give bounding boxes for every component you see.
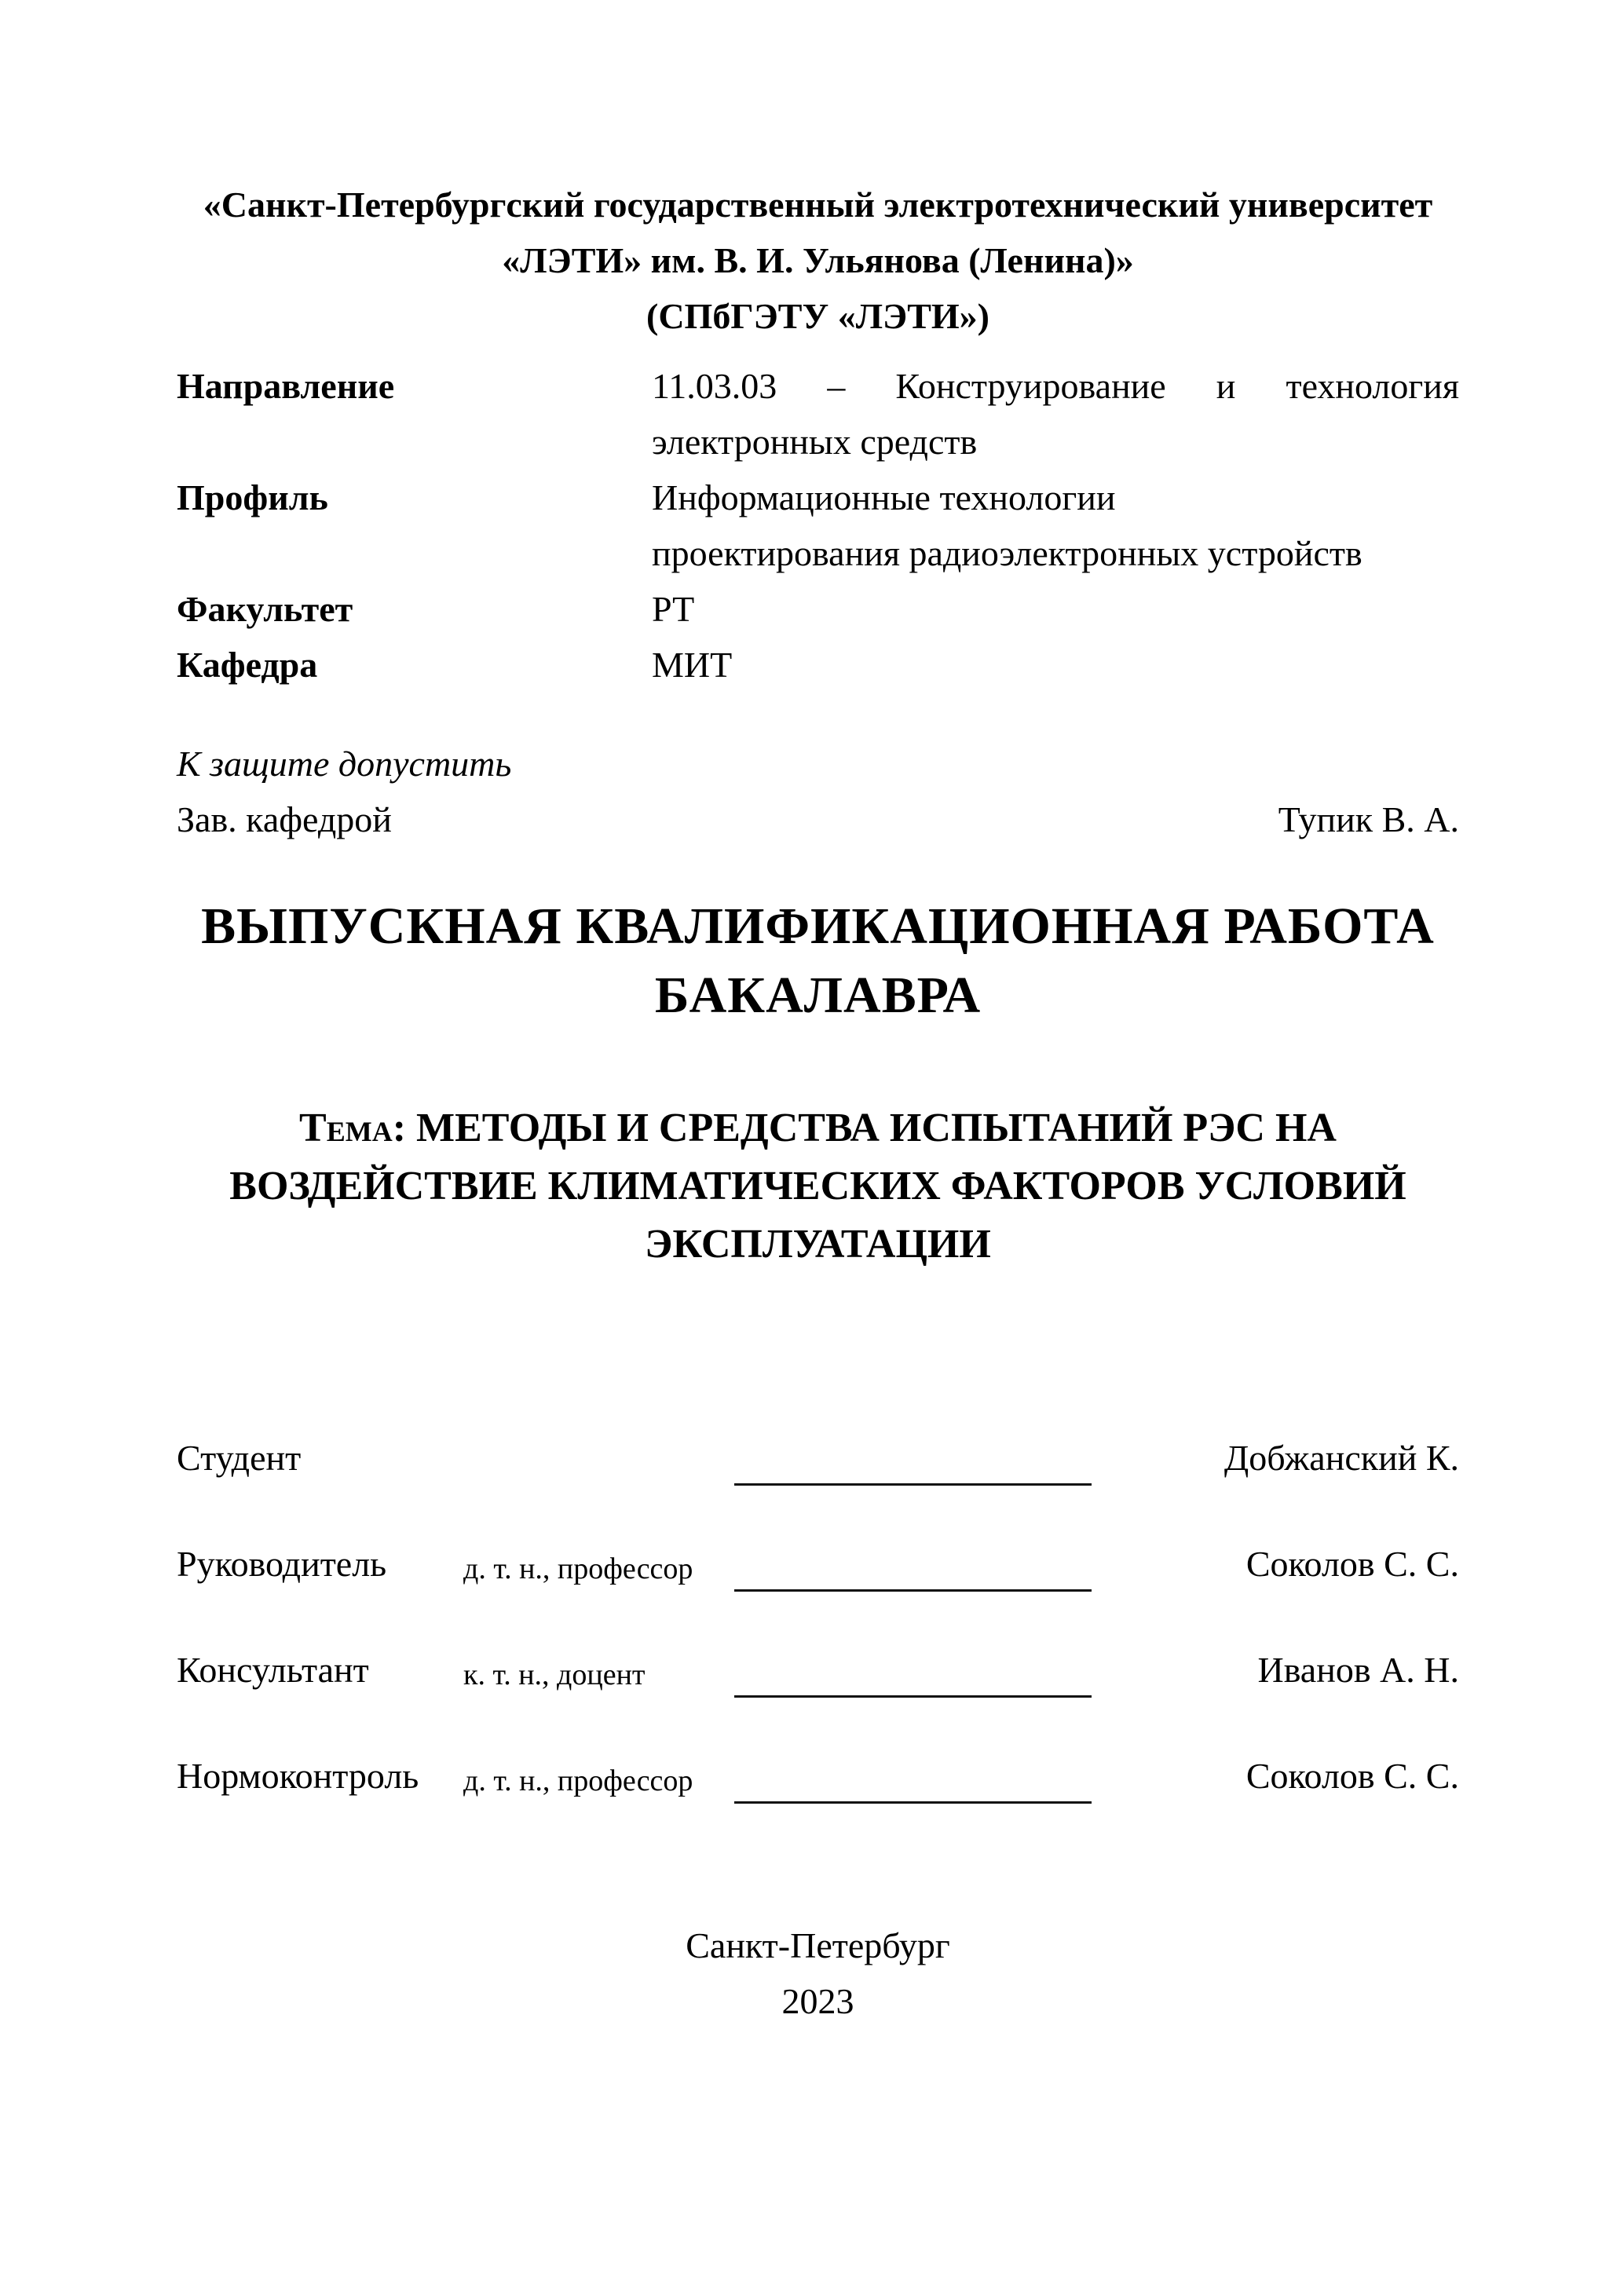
signature-qualification-consultant: к. т. н., доцент: [463, 1658, 646, 1691]
footer-block: [177, 1918, 1459, 2029]
field-label-faculty: Факультет: [177, 589, 353, 629]
field-value-direction-line1: 11.03.03 – Конструирование и технология: [652, 366, 1459, 406]
theme-line1-text: МЕТОДЫ И СРЕДСТВА ИСПЫТАНИЙ РЭС НА: [406, 1106, 1337, 1150]
signature-name-student: Добжанский К.: [1223, 1438, 1459, 1478]
city-line: Санкт-Петербург: [686, 1925, 950, 1965]
signature-line-normcontrol: [734, 1753, 1092, 1804]
university-name-line1: «Санкт-Петербургский государственный электротехнический университет: [203, 185, 1433, 225]
signature-role-supervisor: Руководитель: [177, 1544, 387, 1584]
signature-line-consultant: [734, 1647, 1092, 1698]
signature-line-supervisor: [734, 1541, 1092, 1592]
university-header: [177, 177, 1459, 344]
signature-name-consultant: Иванов А. Н.: [1257, 1650, 1459, 1690]
field-row-faculty: [177, 581, 1459, 637]
signature-row-student: [177, 1435, 1459, 1513]
signature-role-student: Студент: [177, 1438, 302, 1478]
theme-line3: ЭКСПЛУАТАЦИИ: [645, 1222, 991, 1267]
signature-row-supervisor: [177, 1541, 1459, 1619]
signature-qualification-student: [463, 1435, 734, 1442]
theme-label: Тема:: [299, 1106, 407, 1150]
signature-role-consultant: Консультант: [177, 1650, 369, 1690]
university-abbreviation: (СПбГЭТУ «ЛЭТИ»): [646, 296, 989, 336]
signature-name-normcontrol: Соколов С. С.: [1245, 1756, 1459, 1796]
field-value-profile-line2: проектирования радиоэлектронных устройств: [652, 533, 1362, 573]
field-label-profile: Профиль: [177, 477, 328, 517]
department-head-label: Зав. кафедрой: [177, 799, 392, 839]
signature-section: [177, 1435, 1459, 1831]
field-value-direction-line2: электронных средств: [652, 422, 978, 462]
theme-line1: [177, 1099, 1459, 1157]
theme-block: [177, 1099, 1459, 1274]
permit-to-defense-line: К защите допустить: [177, 744, 512, 784]
field-row-direction: [177, 358, 1459, 470]
signature-qualification-normcontrol: д. т. н., профессор: [463, 1764, 693, 1797]
field-value-department: МИТ: [652, 645, 733, 685]
signature-row-consultant: [177, 1647, 1459, 1725]
field-row-department: [177, 637, 1459, 693]
year-line: 2023: [781, 1981, 854, 2021]
signature-name-supervisor: Соколов С. С.: [1245, 1544, 1459, 1584]
department-head-row: [177, 792, 1459, 847]
signature-line-student: [734, 1435, 1092, 1486]
signature-role-normcontrol: Нормоконтроль: [177, 1756, 419, 1796]
signature-row-normcontrol: [177, 1753, 1459, 1831]
department-head-name: Тупик В. А.: [1278, 799, 1459, 839]
field-value-profile-line1: Информационные технологии: [652, 477, 1116, 517]
field-row-profile: [177, 470, 1459, 581]
signature-qualification-supervisor: д. т. н., профессор: [463, 1552, 693, 1585]
theme-line2: ВОЗДЕЙСТВИЕ КЛИМАТИЧЕСКИХ ФАКТОРОВ УСЛОВИЙ: [229, 1164, 1406, 1208]
field-label-department: Кафедра: [177, 645, 318, 685]
work-title: [177, 892, 1459, 1030]
field-label-direction: Направление: [177, 366, 395, 406]
field-value-direction: [652, 358, 1459, 470]
university-name-line2: «ЛЭТИ» им. В. И. Ульянова (Ленина)»: [502, 240, 1134, 280]
work-title-line2: БАКАЛАВРА: [654, 967, 982, 1024]
programme-fields: [177, 358, 1459, 693]
field-value-profile: [652, 470, 1459, 581]
work-title-line1: ВЫПУСКНАЯ КВАЛИФИКАЦИОННАЯ РАБОТА: [201, 898, 1435, 955]
admission-block: [177, 736, 1459, 847]
field-value-faculty: РТ: [652, 589, 695, 629]
